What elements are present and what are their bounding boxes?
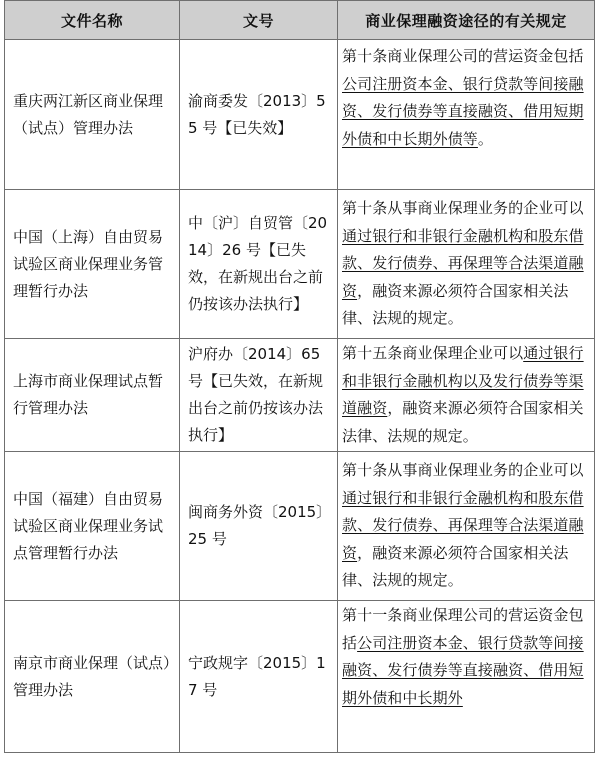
- rule-text: 第十一条商业保理公司的营运资金包括: [342, 606, 584, 652]
- rule-text: 第十五条商业保理企业可以: [342, 344, 524, 362]
- document-name-cell: 中国（福建）自由贸易试验区商业保理业务试点管理暂行办法: [5, 452, 180, 601]
- rule-underlined-text: 公司注册资本金、银行贷款等间接融资、发行债券等直接融资、借用短期外债和中长期外: [342, 633, 584, 707]
- rule-underlined-text: 公司注册资本金、银行贷款等间接融资、发行债券等直接融资、借用短期外债和中长期外债等: [342, 74, 584, 148]
- rule-underlined-text: 通过银行和非银行金融机构以及发行债券等渠道融资: [342, 344, 584, 417]
- document-name-cell: 上海市商业保理试点暂行管理办法: [5, 339, 180, 452]
- financing-rule-cell: [338, 339, 595, 452]
- table-row: [5, 339, 595, 452]
- header-financing-rules: 商业保理融资途径的有关规定: [338, 1, 595, 40]
- document-name-cell: 重庆两江新区商业保理（试点）管理办法: [5, 40, 180, 190]
- financing-rule-cell: [338, 40, 595, 190]
- financing-rule-cell: [338, 190, 595, 339]
- financing-rule-cell: [338, 601, 595, 753]
- rule-text: 第十条商业保理公司的营运资金包括: [342, 47, 584, 65]
- table-row: [5, 190, 595, 339]
- rule-text-end: ，融资来源必须符合国家相关法律、法规的规定。: [342, 399, 584, 445]
- table-row: [5, 40, 595, 190]
- document-number-cell: 渝商委发〔2013〕55 号【已失效】: [180, 40, 338, 190]
- regulation-table-wrapper: [4, 0, 594, 760]
- table-header-row: [5, 1, 595, 40]
- document-name-cell: 南京市商业保理（试点）管理办法: [5, 601, 180, 753]
- document-number-cell: 中〔沪〕自贸管〔2014〕26 号【已失效，在新规出台之前仍按该办法执行】: [180, 190, 338, 339]
- document-name-cell: 中国（上海）自由贸易试验区商业保理业务管理暂行办法: [5, 190, 180, 339]
- document-number-cell: 闽商务外资〔2015〕25 号: [180, 452, 338, 601]
- rule-text-end: ，融资来源必须符合国家相关法律、法规的规定。: [342, 543, 569, 590]
- rule-text: 第十条从事商业保理业务的企业可以: [342, 199, 584, 218]
- document-number-cell: 沪府办〔2014〕65 号【已失效，在新规出台之前仍按该办法执行】: [180, 339, 338, 452]
- rule-text-end: 。: [477, 129, 494, 148]
- rule-underlined-text: 通过银行和非银行金融机构和股东借款、发行债券、再保理等合法渠道融资: [342, 226, 584, 300]
- rule-text: 第十条从事商业保理业务的企业可以: [342, 461, 584, 480]
- document-number-cell: 宁政规字〔2015〕17 号: [180, 601, 338, 753]
- table-row: [5, 452, 595, 601]
- header-document-name: 文件名称: [5, 1, 180, 40]
- financing-rule-cell: [338, 452, 595, 601]
- regulation-table: [4, 0, 595, 753]
- rule-underlined-text: 通过银行和非银行金融机构和股东借款、发行债券、再保理等合法渠道融资: [342, 488, 584, 562]
- table-row: [5, 601, 595, 753]
- rule-text-end: ，融资来源必须符合国家相关法律、法规的规定。: [342, 281, 569, 328]
- header-document-number: 文号: [180, 1, 338, 40]
